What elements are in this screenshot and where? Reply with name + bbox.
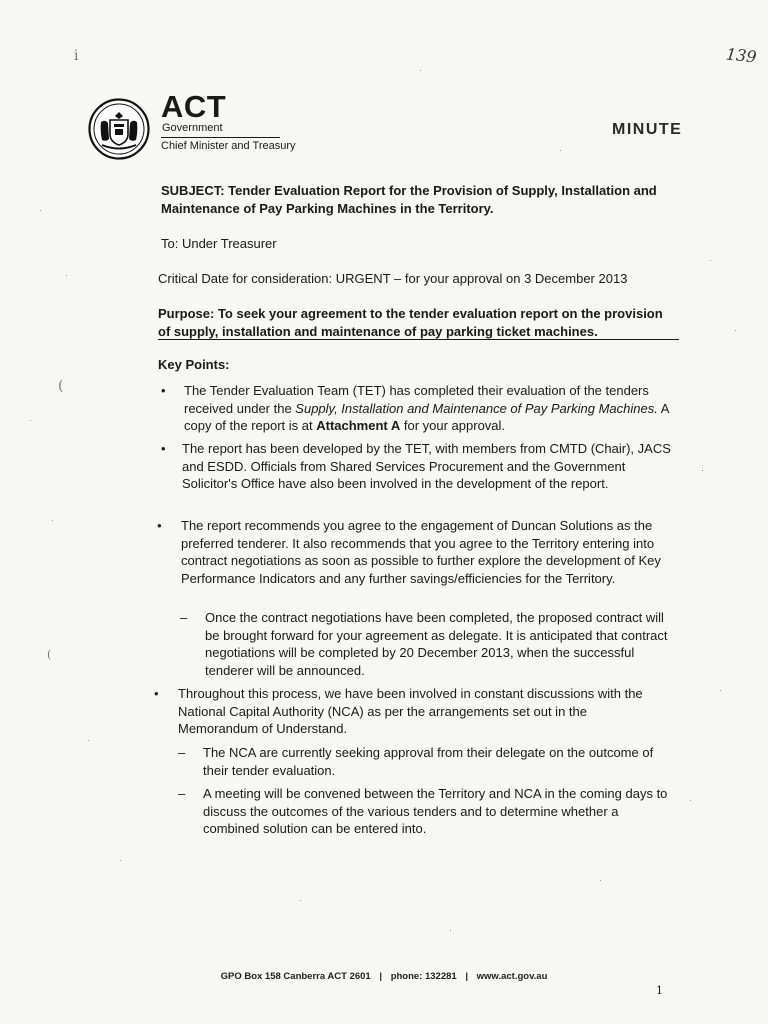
- page-number: 1: [656, 984, 663, 997]
- key-point-text: The Tender Evaluation Team (TET) has completed their evaluation of the tenders received under the: [184, 383, 649, 416]
- key-point-4-sub-1: [178, 744, 673, 779]
- dash-icon: –: [178, 745, 186, 760]
- key-point-4-sub-2: [178, 785, 673, 838]
- key-point-text: Once the contract negotiations have been completed, the proposed contract will be brought forward for your agreement as delegate. It is anticipated that contract negotiations will be completed by 20 December 2013, when the successful tenderer will be announced.: [205, 610, 668, 678]
- key-points-heading: Key Points:: [158, 357, 230, 372]
- bullet-icon: •: [154, 686, 159, 701]
- subject-line: SUBJECT: Tender Evaluation Report for the Provision of Supply, Installation and Maintenance of Pay Parking Machines in the Territory.: [161, 183, 657, 216]
- addressee: To: Under Treasurer: [161, 236, 277, 251]
- key-point-text: Throughout this process, we have been involved in constant discussions with the National Capital Authority (NCA) as per the arrangements set out in the Memorandum of Understand.: [178, 686, 643, 736]
- key-point-text: The report recommends you agree to the engagement of Duncan Solutions as the preferred tenderer. It also recommends that you agree to the Territory entering into contract negotiations as soon as possible to further explore the development of Key Performance Indicators and any further savings/efficiencies for the Territory.: [181, 518, 661, 586]
- key-point-italic-text: Supply, Installation and Maintenance of Pay Parking Machines.: [295, 400, 658, 416]
- attachment-reference: Attachment A: [316, 418, 401, 433]
- footer-phone: phone: 132281: [390, 971, 457, 982]
- handwritten-folio-number: 139: [725, 44, 758, 67]
- key-point-4: [154, 685, 670, 738]
- bullet-icon: •: [161, 383, 166, 398]
- margin-mark: i: [74, 48, 79, 64]
- footer-website-link[interactable]: www.act.gov.au: [476, 971, 548, 982]
- key-point-3-sub-1: [180, 609, 675, 679]
- brand-department: Chief Minister and Treasury: [161, 140, 296, 152]
- brand-government: Government: [162, 122, 223, 134]
- brand-divider: [161, 137, 280, 138]
- margin-mark: (: [47, 648, 52, 661]
- key-point-2: [161, 440, 674, 493]
- key-point-1: [161, 382, 676, 435]
- page-footer: [0, 971, 768, 982]
- key-point-text: for your approval.: [400, 418, 506, 433]
- critical-date: Critical Date for consideration: URGENT – for your approval on 3 December 2013: [158, 271, 628, 286]
- key-point-text: The NCA are currently seeking approval from their delegate on the outcome of their tender evaluation.: [203, 745, 654, 778]
- document-type: MINUTE: [612, 121, 683, 138]
- key-point-text: A copy of the report is at: [184, 400, 669, 433]
- purpose-divider: [158, 339, 679, 340]
- dash-icon: –: [180, 610, 188, 625]
- footer-address: GPO Box 158 Canberra ACT 2601: [220, 971, 371, 982]
- dash-icon: –: [178, 786, 186, 801]
- act-coat-of-arms-icon: [88, 98, 150, 160]
- bullet-icon: •: [161, 441, 166, 456]
- footer-separator: |: [379, 971, 383, 982]
- margin-mark: (: [58, 378, 64, 394]
- footer-separator: |: [465, 971, 468, 982]
- key-point-3: [157, 517, 673, 587]
- key-point-text: A meeting will be convened between the Territory and NCA in the coming days to discuss the outcomes of the various tenders and to determine whether a combined solution can be entered into.: [203, 786, 668, 836]
- bullet-icon: •: [157, 518, 162, 533]
- purpose-statement: Purpose: To seek your agreement to the tender evaluation report on the provision of supply, installation and maintenance of pay parking ticket machines.: [158, 306, 663, 339]
- brand-name: ACT: [161, 89, 227, 124]
- key-point-text: The report has been developed by the TET, with members from CMTD (Chair), JACS and ESDD. Officials from Shared Services Procurement and the Government Solicitor's Office have also been involved in the development of the report.: [182, 441, 671, 491]
